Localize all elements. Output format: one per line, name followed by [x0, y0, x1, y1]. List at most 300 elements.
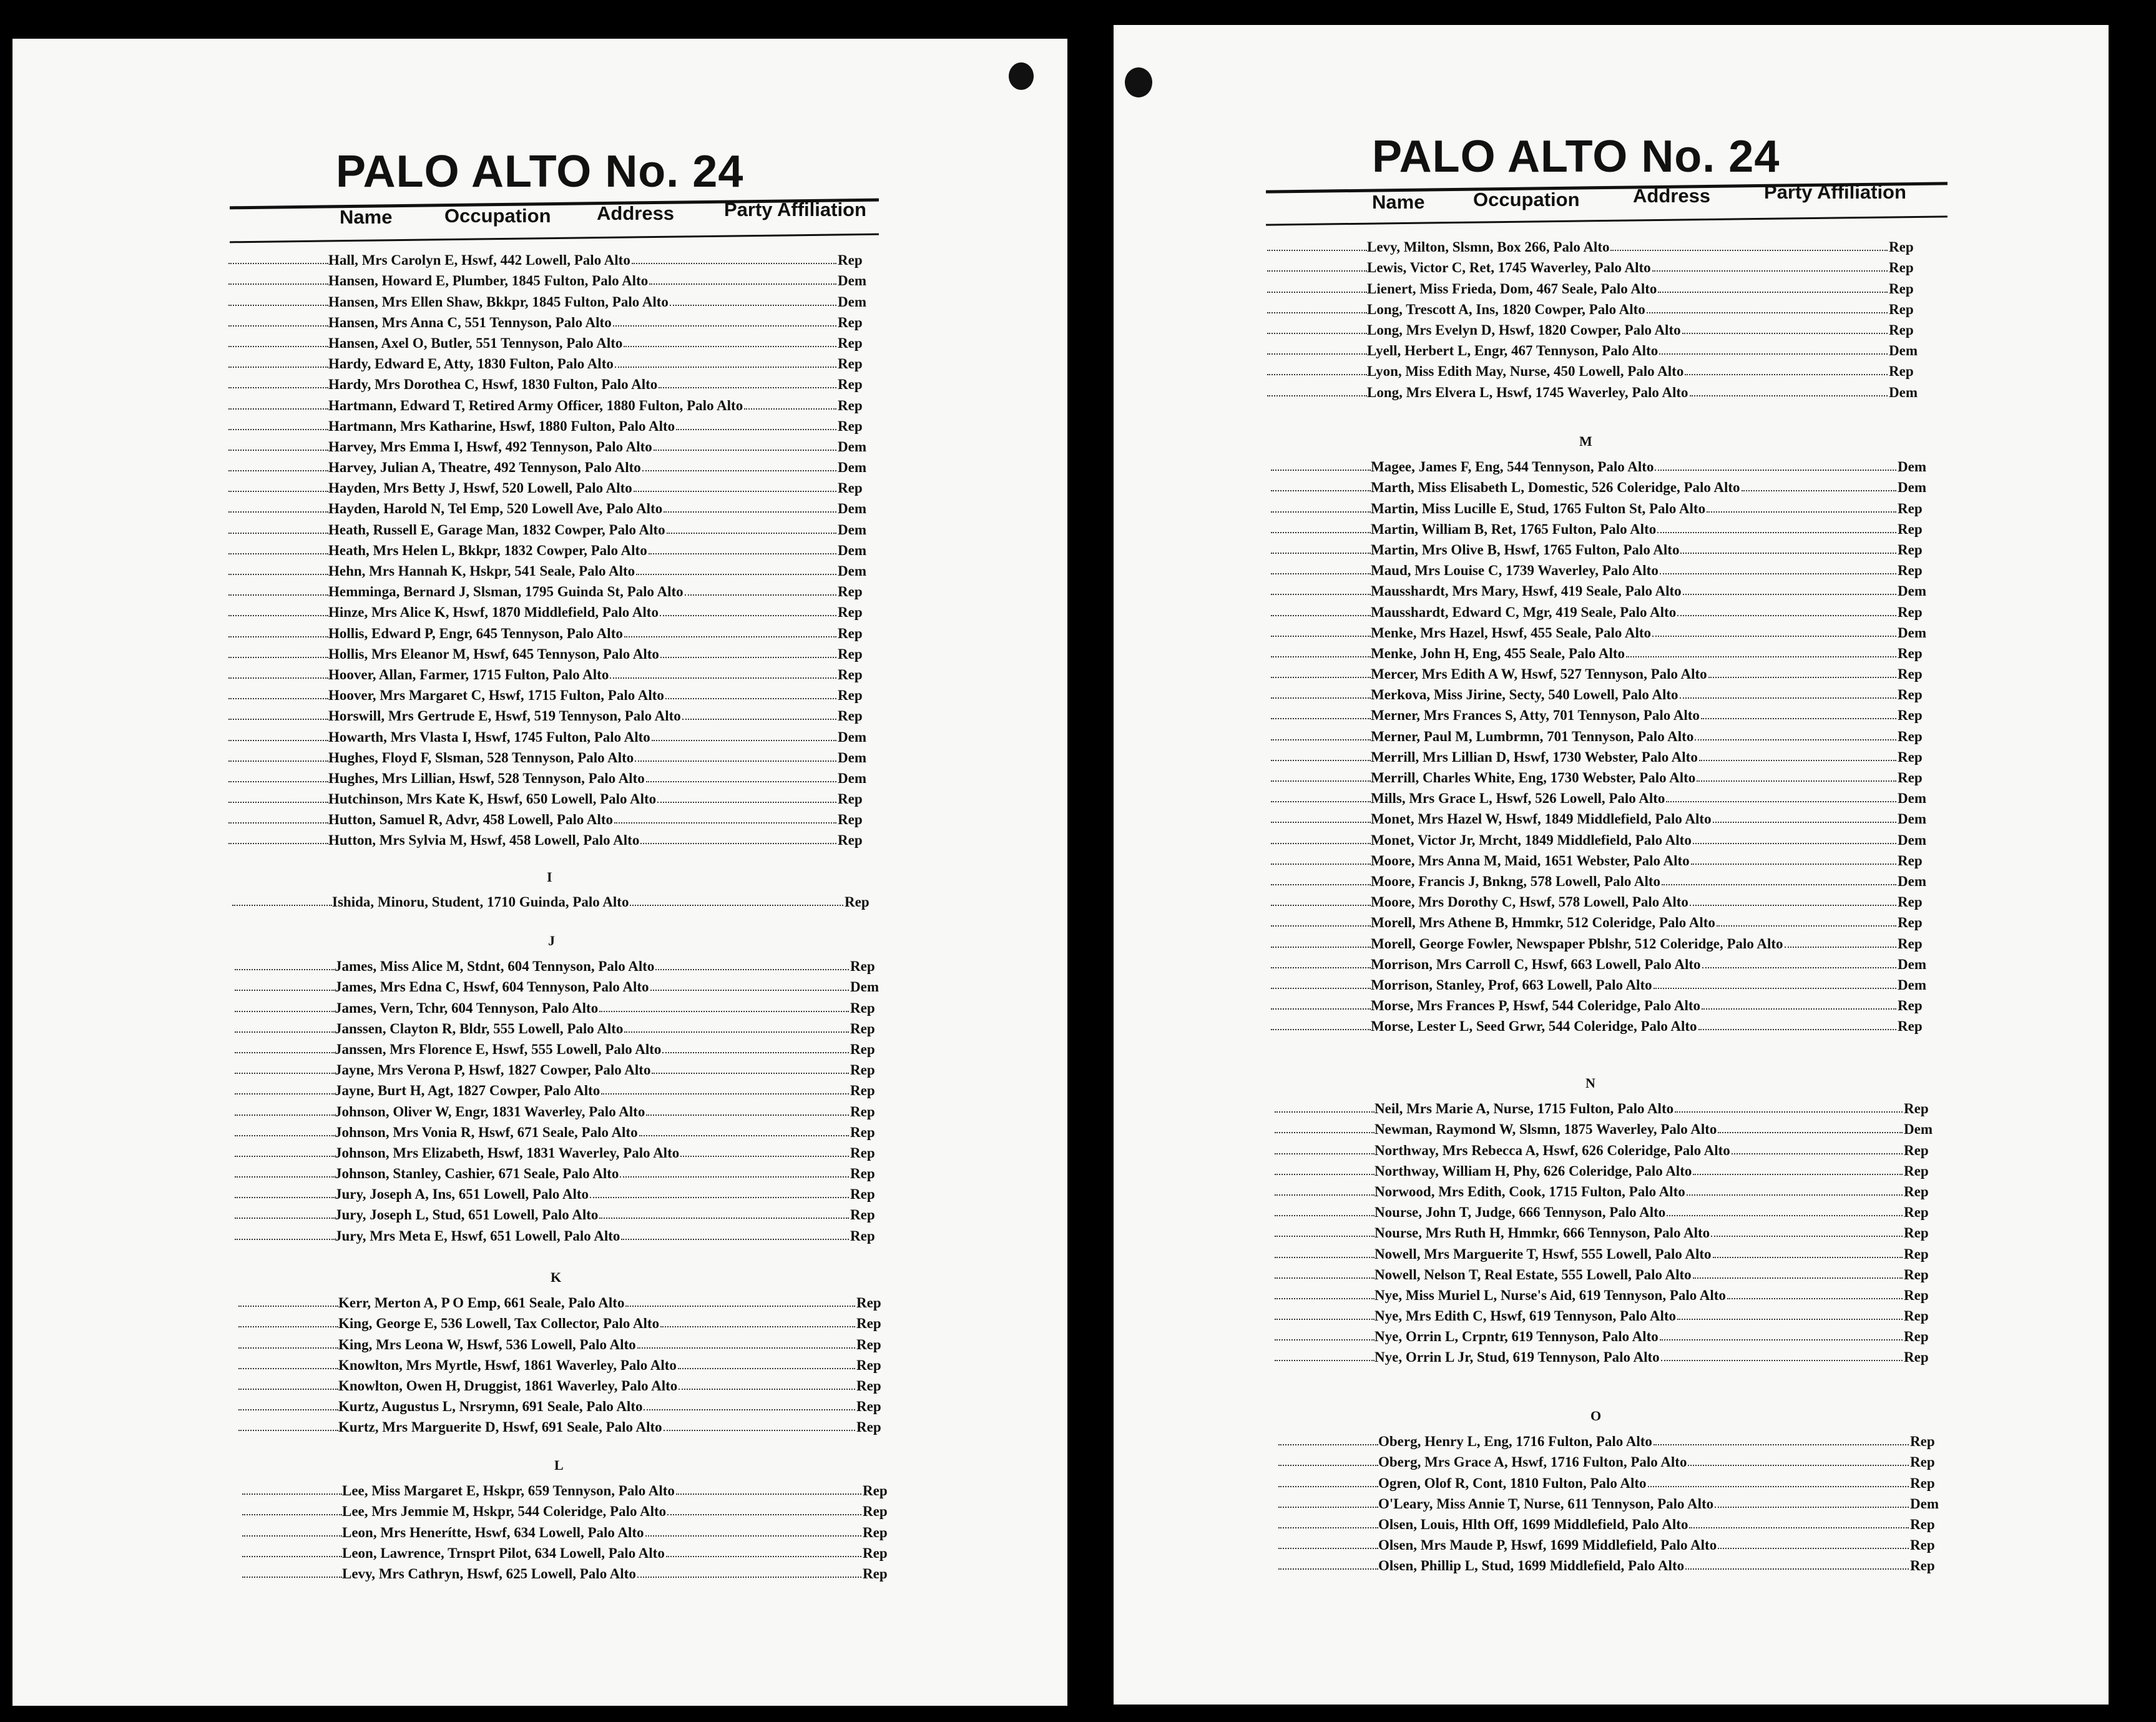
roster-entry	[228, 476, 878, 496]
dot-leader	[685, 594, 836, 596]
voter-entry-text: Harvey, Julian A, Theatre, 492 Tennyson, Palo Alto	[328, 460, 641, 476]
party-affiliation: Rep	[1889, 280, 1914, 297]
party-affiliation: Dem	[1898, 624, 1926, 641]
voter-entry-text: Ishida, Minoru, Student, 1710 Guinda, Palo Alto	[332, 894, 629, 910]
signature-line	[1271, 656, 1371, 657]
signature-line	[1267, 250, 1367, 251]
dot-leader	[614, 822, 836, 824]
roster-entry	[1271, 993, 1938, 1014]
dot-leader	[1655, 470, 1896, 471]
voter-entry-text: Johnson, Mrs Vonia R, Hswf, 671 Seale, Palo Alto	[335, 1124, 638, 1140]
voter-entry-text: Morrison, Mrs Carroll C, Hswf, 663 Lowell, Palo Alto	[1371, 956, 1701, 972]
dot-leader	[601, 1093, 849, 1095]
roster-entry	[1271, 558, 1938, 579]
roster-block-1	[228, 248, 878, 849]
voter-entry-text: Monet, Victor Jr, Mrcht, 1849 Middlefield, Palo Alto	[1371, 832, 1692, 848]
party-affiliation: Rep	[850, 1207, 875, 1223]
party-affiliation: Rep	[1910, 1454, 1935, 1470]
roster-entry	[235, 1141, 890, 1161]
left-page	[12, 39, 1067, 1706]
dot-leader	[1677, 615, 1896, 616]
signature-line	[1275, 1298, 1374, 1299]
roster-entry	[1271, 579, 1938, 599]
voter-entry-text: Merrill, Mrs Lillian D, Hswf, 1730 Webster, Palo Alto	[1371, 749, 1698, 765]
voter-entry-text: Mills, Mrs Grace L, Hswf, 526 Lowell, Palo Alto	[1371, 790, 1665, 807]
voter-entry-text: Hansen, Mrs Ellen Shaw, Bkkpr, 1845 Fulton, Palo Alto	[328, 293, 669, 310]
dot-leader	[1718, 1132, 1903, 1133]
voter-entry-text: Lyon, Miss Edith May, Nurse, 450 Lowell, Palo Alto	[1367, 363, 1684, 380]
party-affiliation: Rep	[850, 958, 875, 975]
voter-entry-text: Kurtz, Mrs Marguerite D, Hswf, 691 Seale, Palo Alto	[338, 1419, 662, 1435]
dot-leader	[679, 1389, 855, 1390]
signature-line	[1271, 573, 1371, 574]
section-letter-j: J	[548, 933, 555, 948]
dot-leader	[1680, 697, 1896, 699]
signature-line	[228, 491, 328, 492]
signature-line	[1278, 1507, 1378, 1508]
roster-entry	[238, 1374, 896, 1394]
roster-entry	[1271, 745, 1938, 765]
voter-entry-text: Ogren, Olof R, Cont, 1810 Fulton, Palo Alto	[1378, 1475, 1647, 1491]
roster-entry	[228, 435, 878, 455]
dot-leader	[1652, 270, 1888, 272]
dot-leader	[1713, 1257, 1903, 1258]
party-affiliation: Rep	[1904, 1266, 1929, 1282]
roster-entry	[228, 559, 878, 579]
party-affiliation: Rep	[838, 418, 863, 434]
page-title: PALO ALTO No. 24	[1372, 132, 1780, 182]
party-affiliation: Rep	[1889, 301, 1914, 317]
roster-entry	[228, 372, 878, 393]
party-affiliation: Rep	[838, 646, 863, 662]
header-rule	[1266, 215, 1948, 225]
signature-line	[228, 781, 328, 782]
voter-entry-text: Lee, Mrs Jemmie M, Hskpr, 544 Coleridge, Palo Alto	[342, 1503, 667, 1520]
party-affiliation: Dem	[1898, 873, 1926, 889]
voter-entry-text: Hansen, Axel O, Butler, 551 Tennyson, Palo Alto	[328, 335, 623, 351]
roster-entry	[228, 268, 878, 289]
signature-line	[1271, 470, 1371, 471]
roster-entry	[1271, 952, 1938, 973]
roster-entry	[1278, 1533, 1950, 1553]
roster-entry	[1267, 338, 1929, 359]
party-affiliation: Dem	[838, 749, 866, 765]
party-affiliation: Rep	[1910, 1434, 1935, 1450]
roster-block-o	[1278, 1429, 1950, 1574]
roster-entry	[1271, 765, 1938, 786]
roster-entry	[1275, 1324, 1944, 1345]
dot-leader	[660, 657, 836, 658]
header-address: Address	[1633, 185, 1711, 207]
dot-leader	[1648, 1486, 1909, 1487]
dot-leader	[667, 1514, 861, 1515]
voter-entry-text: Hoover, Allan, Farmer, 1715 Fulton, Palo Alto	[328, 666, 609, 682]
dot-leader	[639, 1135, 849, 1136]
dot-leader	[599, 1218, 849, 1219]
signature-line	[1271, 947, 1371, 948]
roster-entry	[1271, 931, 1938, 952]
voter-entry-text: Hollis, Edward P, Engr, 645 Tennyson, Palo Alto	[328, 625, 623, 641]
party-affiliation: Dem	[838, 521, 866, 538]
voter-entry-text: Horswill, Mrs Gertrude E, Hswf, 519 Tennyson, Palo Alto	[328, 708, 681, 724]
party-affiliation: Rep	[1898, 1018, 1923, 1035]
party-affiliation: Rep	[863, 1483, 888, 1499]
dot-leader	[657, 802, 836, 803]
roster-entry	[228, 724, 878, 745]
party-affiliation: Rep	[1904, 1287, 1929, 1303]
dot-leader	[1698, 1029, 1896, 1030]
dot-leader	[1654, 988, 1896, 989]
roster-entry	[235, 1203, 890, 1223]
signature-line	[228, 325, 328, 327]
roster-entry	[228, 248, 878, 268]
dot-leader	[1662, 884, 1896, 885]
dot-leader	[1689, 1527, 1909, 1528]
voter-entry-text: Jayne, Mrs Verona P, Hswf, 1827 Cowper, Palo Alto	[335, 1062, 651, 1078]
party-affiliation: Rep	[1898, 894, 1923, 910]
roster-entry	[1275, 1179, 1944, 1200]
voter-entry-text: Knowlton, Mrs Myrtle, Hswf, 1861 Waverley, Palo Alto	[338, 1357, 677, 1373]
dot-leader	[744, 408, 836, 410]
voter-entry-text: Nye, Orrin L Jr, Stud, 619 Tennyson, Palo Alto	[1374, 1349, 1660, 1365]
party-affiliation: Rep	[1889, 322, 1914, 338]
signature-line	[235, 1239, 335, 1240]
signature-line	[238, 1389, 338, 1390]
party-affiliation: Dem	[1898, 790, 1926, 807]
party-affiliation: Dem	[838, 293, 866, 310]
signature-line	[235, 1114, 335, 1116]
dot-leader	[1675, 1111, 1903, 1113]
signature-line	[228, 553, 328, 554]
voter-entry-text: Hinze, Mrs Alice K, Hswf, 1870 Middlefield, Palo Alto	[328, 604, 659, 621]
party-affiliation: Rep	[1904, 1349, 1929, 1365]
roster-entry	[1271, 724, 1938, 744]
dot-leader	[649, 553, 836, 554]
party-affiliation: Dem	[838, 563, 866, 579]
roster-entry	[1271, 973, 1938, 993]
roster-entry	[228, 787, 878, 807]
dot-leader	[1695, 739, 1896, 740]
dot-leader	[1647, 312, 1888, 313]
party-affiliation: Rep	[838, 604, 863, 621]
dot-leader	[1785, 947, 1896, 948]
roster-entry	[228, 289, 878, 310]
dot-leader	[650, 990, 849, 991]
signature-line	[228, 698, 328, 699]
signature-line	[1275, 1132, 1374, 1133]
signature-line	[1267, 292, 1367, 293]
party-affiliation: Rep	[1898, 770, 1923, 785]
dot-leader	[1685, 374, 1888, 375]
roster-entry	[242, 1499, 903, 1520]
roster-entry	[228, 538, 878, 559]
dot-leader	[1711, 1236, 1903, 1237]
roster-entry	[228, 642, 878, 662]
party-affiliation: Rep	[1889, 239, 1914, 255]
voter-entry-text: Mercer, Mrs Edith A W, Hswf, 527 Tennyson, Palo Alto	[1371, 666, 1707, 682]
dot-leader	[1702, 1008, 1896, 1010]
party-affiliation: Rep	[1898, 915, 1923, 931]
signature-line	[242, 1577, 342, 1578]
header-party-affiliation: Party Affiliation	[724, 199, 866, 220]
dot-leader	[652, 1073, 849, 1074]
roster-entry	[1271, 496, 1938, 516]
page-title: PALO ALTO No. 24	[336, 147, 744, 197]
roster-entry	[1267, 297, 1929, 318]
dot-leader	[1657, 532, 1896, 533]
party-affiliation: Rep	[856, 1316, 881, 1332]
party-affiliation: Rep	[850, 1228, 875, 1244]
voter-entry-text: Nourse, John T, Judge, 666 Tennyson, Palo Alto	[1374, 1204, 1666, 1221]
party-affiliation: Rep	[838, 832, 863, 849]
voter-entry-text: Jury, Mrs Meta E, Hswf, 651 Lowell, Palo Alto	[335, 1228, 620, 1244]
roster-entry	[1271, 682, 1938, 703]
voter-entry-text: Morse, Lester L, Seed Grwr, 544 Coleridge, Palo Alto	[1371, 1018, 1697, 1035]
roster-entry	[235, 1161, 890, 1182]
roster-entry	[1271, 475, 1938, 496]
party-affiliation: Dem	[1889, 384, 1918, 400]
roster-entry	[1275, 1138, 1944, 1158]
voter-entry-text: Jury, Joseph A, Ins, 651 Lowell, Palo Alto	[335, 1186, 589, 1203]
dot-leader	[621, 1239, 849, 1240]
header-party-affiliation: Party Affiliation	[1764, 181, 1906, 203]
signature-line	[228, 533, 328, 534]
signature-line	[1267, 353, 1367, 355]
party-affiliation: Rep	[850, 1062, 875, 1078]
signature-line	[228, 760, 328, 762]
roster-entry	[228, 745, 878, 766]
roster-entry	[235, 995, 890, 1016]
roster-entry	[228, 683, 878, 704]
party-affiliation: Rep	[1898, 500, 1923, 516]
signature-line	[1275, 1174, 1374, 1175]
signature-line	[228, 574, 328, 575]
signature-line	[238, 1326, 338, 1327]
dot-leader	[676, 1493, 861, 1495]
voter-entry-text: Newman, Raymond W, Slsmn, 1875 Waverley, Palo Alto	[1374, 1121, 1717, 1138]
party-affiliation: Rep	[850, 1020, 875, 1036]
roster-entry	[1271, 807, 1938, 827]
right-page	[1114, 25, 2109, 1705]
party-affiliation: Rep	[1898, 728, 1923, 744]
section-letter-m: M	[1579, 433, 1592, 449]
party-affiliation: Rep	[838, 480, 863, 496]
roster-entry	[1278, 1553, 1950, 1574]
party-affiliation: Rep	[838, 376, 863, 393]
dot-leader	[1702, 967, 1896, 968]
party-affiliation: Rep	[1889, 260, 1914, 276]
voter-entry-text: King, George E, 536 Lowell, Tax Collector, Palo Alto	[338, 1316, 660, 1332]
voter-entry-text: Hartmann, Mrs Katharine, Hswf, 1880 Fulton, Palo Alto	[328, 418, 675, 434]
signature-line	[1267, 312, 1367, 313]
roster-entry	[1267, 235, 1929, 255]
voter-entry-text: Oberg, Mrs Grace A, Hswf, 1716 Fulton, Palo Alto	[1378, 1454, 1687, 1470]
voter-entry-text: Hutton, Mrs Sylvia M, Hswf, 458 Lowell, Palo Alto	[328, 832, 640, 849]
party-affiliation: Dem	[1910, 1495, 1939, 1512]
voter-entry-text: Hemminga, Bernard J, Slsman, 1795 Guinda St, Palo Alto	[328, 584, 684, 600]
dot-leader	[636, 574, 836, 575]
dot-leader	[649, 283, 836, 285]
dot-leader	[642, 470, 836, 471]
signature-line	[242, 1493, 342, 1495]
roster-block-i	[232, 890, 884, 910]
voter-entry-text: Levy, Milton, Slsmn, Box 266, Palo Alto	[1367, 239, 1610, 255]
dot-leader	[654, 450, 836, 451]
signature-line	[228, 822, 328, 824]
dot-leader	[1718, 1548, 1909, 1549]
roster-entry	[228, 517, 878, 538]
dot-leader	[624, 636, 836, 637]
roster-entry	[242, 1541, 903, 1562]
dot-leader	[660, 615, 836, 616]
signature-line	[1275, 1215, 1374, 1216]
voter-entry-text: Morse, Mrs Frances P, Hswf, 544 Coleridge, Palo Alto	[1371, 998, 1701, 1014]
signature-line	[1278, 1568, 1378, 1570]
dot-leader	[659, 387, 836, 388]
signature-line	[235, 1197, 335, 1198]
voter-entry-text: Oberg, Henry L, Eng, 1716 Fulton, Palo Alto	[1378, 1434, 1652, 1450]
dot-leader	[655, 969, 849, 970]
party-affiliation: Rep	[838, 708, 863, 724]
voter-entry-text: Hartmann, Edward T, Retired Army Officer, 1880 Fulton, Palo Alto	[328, 397, 743, 413]
roster-block-j	[235, 954, 890, 1244]
signature-line	[235, 1176, 335, 1178]
roster-entry	[238, 1311, 896, 1332]
signature-line	[1271, 1029, 1371, 1030]
roster-entry	[235, 1099, 890, 1119]
signature-line	[238, 1430, 338, 1431]
roster-entry	[235, 1037, 890, 1058]
roster-entry	[1275, 1241, 1944, 1262]
voter-entry-text: Lyell, Herbert L, Engr, 467 Tennyson, Palo Alto	[1367, 343, 1659, 359]
dot-leader	[678, 1368, 855, 1369]
roster-entry	[228, 310, 878, 331]
voter-entry-text: Leon, Mrs Henerítte, Hswf, 634 Lowell, Palo Alto	[342, 1524, 644, 1540]
signature-line	[1271, 697, 1371, 699]
section-letter-k: K	[551, 1269, 562, 1285]
voter-entry-text: Menke, John H, Eng, 455 Seale, Palo Alto	[1371, 645, 1625, 661]
signature-line	[235, 1135, 335, 1136]
voter-entry-text: Nye, Mrs Edith C, Hswf, 619 Tennyson, Palo Alto	[1374, 1308, 1677, 1324]
party-affiliation: Rep	[863, 1565, 888, 1582]
signature-line	[1271, 677, 1371, 678]
dot-leader	[1626, 656, 1896, 657]
signature-line	[228, 657, 328, 658]
signature-line	[1271, 739, 1371, 740]
signature-line	[235, 1031, 335, 1033]
signature-line	[1278, 1465, 1378, 1466]
signature-line	[242, 1514, 342, 1515]
dot-leader	[644, 1409, 855, 1410]
signature-line	[1271, 884, 1371, 885]
dot-leader	[624, 1031, 849, 1033]
party-affiliation: Rep	[1898, 521, 1923, 537]
roster-entry	[228, 414, 878, 435]
dot-leader	[667, 533, 836, 534]
voter-entry-text: Morell, Mrs Athene B, Hmmkr, 512 Coleridge, Palo Alto	[1371, 915, 1715, 931]
party-affiliation: Rep	[1904, 1329, 1929, 1345]
voter-entry-text: Kurtz, Augustus L, Nrsrymn, 691 Seale, Palo Alto	[338, 1399, 643, 1415]
dot-leader	[646, 781, 836, 782]
dot-leader	[1654, 1444, 1909, 1445]
party-affiliation: Rep	[863, 1503, 888, 1520]
signature-line	[1275, 1194, 1374, 1196]
voter-entry-text: Harvey, Mrs Emma I, Hswf, 492 Tennyson, Palo Alto	[328, 438, 652, 455]
dot-leader	[660, 1326, 855, 1327]
voter-entry-text: Janssen, Clayton R, Bldr, 555 Lowell, Palo Alto	[335, 1020, 624, 1036]
roster-entry	[238, 1394, 896, 1415]
dot-leader	[610, 677, 836, 679]
signature-line	[235, 1011, 335, 1012]
signature-line	[235, 1218, 335, 1219]
dot-leader	[624, 346, 836, 347]
voter-entry-text: Merkova, Miss Jirine, Secty, 540 Lowell, Palo Alto	[1371, 687, 1678, 703]
roster-entry	[242, 1562, 903, 1582]
signature-line	[1271, 718, 1371, 719]
voter-entry-text: Levy, Mrs Cathryn, Hswf, 625 Lowell, Palo Alto	[342, 1565, 636, 1582]
roster-entry	[228, 621, 878, 641]
roster-entry	[228, 496, 878, 517]
dot-leader	[637, 1577, 861, 1578]
voter-entry-text: King, Mrs Leona W, Hswf, 536 Lowell, Palo Alto	[338, 1336, 636, 1352]
signature-line	[228, 719, 328, 720]
dot-leader	[1680, 553, 1896, 554]
party-affiliation: Rep	[1904, 1183, 1929, 1199]
party-affiliation: Rep	[838, 625, 863, 641]
section-letter-n: N	[1585, 1075, 1595, 1091]
roster-entry	[1275, 1096, 1944, 1117]
voter-entry-text: Long, Trescott A, Ins, 1820 Cowper, Palo Alto	[1367, 301, 1645, 317]
voter-entry-text: James, Mrs Edna C, Hswf, 604 Tennyson, Palo Alto	[335, 979, 649, 995]
dot-leader	[1727, 1298, 1903, 1299]
header-name: Name	[1372, 191, 1425, 213]
roster-entry	[228, 455, 878, 476]
signature-line	[1271, 988, 1371, 989]
dot-leader	[1690, 395, 1888, 396]
signature-line	[1271, 490, 1371, 491]
roster-entry	[235, 1182, 890, 1203]
signature-line	[1267, 270, 1367, 272]
voter-entry-text: Lee, Miss Margaret E, Hskpr, 659 Tennyson, Palo Alto	[342, 1483, 675, 1499]
roster-entry	[1278, 1429, 1950, 1450]
signature-line	[235, 1052, 335, 1053]
party-affiliation: Rep	[838, 666, 863, 682]
voter-entry-text: Hehn, Mrs Hannah K, Hskpr, 541 Seale, Palo Alto	[328, 563, 635, 579]
party-affiliation: Dem	[1898, 459, 1926, 475]
party-affiliation: Rep	[850, 1144, 875, 1161]
voter-entry-text: Marth, Miss Elisabeth L, Domestic, 526 Coleridge, Palo Alto	[1371, 480, 1740, 496]
signature-line	[228, 346, 328, 347]
voter-entry-text: Olsen, Phillip L, Stud, 1699 Middlefield, Palo Alto	[1378, 1558, 1685, 1574]
dot-leader	[1708, 677, 1896, 678]
party-affiliation: Rep	[1898, 852, 1923, 868]
dot-leader	[1701, 718, 1896, 719]
signature-line	[238, 1368, 338, 1369]
signature-line	[1271, 594, 1371, 595]
voter-entry-text: Merrill, Charles White, Eng, 1730 Webster, Palo Alto	[1371, 770, 1696, 785]
roster-entry	[1271, 517, 1938, 538]
dot-leader	[1693, 1174, 1903, 1175]
dot-leader	[620, 1176, 849, 1178]
signature-line	[1275, 1257, 1374, 1258]
voter-entry-text: Heath, Mrs Helen L, Bkkpr, 1832 Cowper, Palo Alto	[328, 542, 647, 558]
dot-leader	[1667, 1215, 1903, 1216]
voter-entry-text: Jayne, Burt H, Agt, 1827 Cowper, Palo Alto	[335, 1083, 600, 1099]
party-affiliation: Rep	[850, 1186, 875, 1203]
voter-entry-text: Nourse, Mrs Ruth H, Hmmkr, 666 Tennyson, Palo Alto	[1374, 1225, 1710, 1241]
voter-entry-text: Leon, Lawrence, Trnsprt Pilot, 634 Lowell, Palo Alto	[342, 1545, 665, 1561]
signature-line	[1271, 925, 1371, 927]
